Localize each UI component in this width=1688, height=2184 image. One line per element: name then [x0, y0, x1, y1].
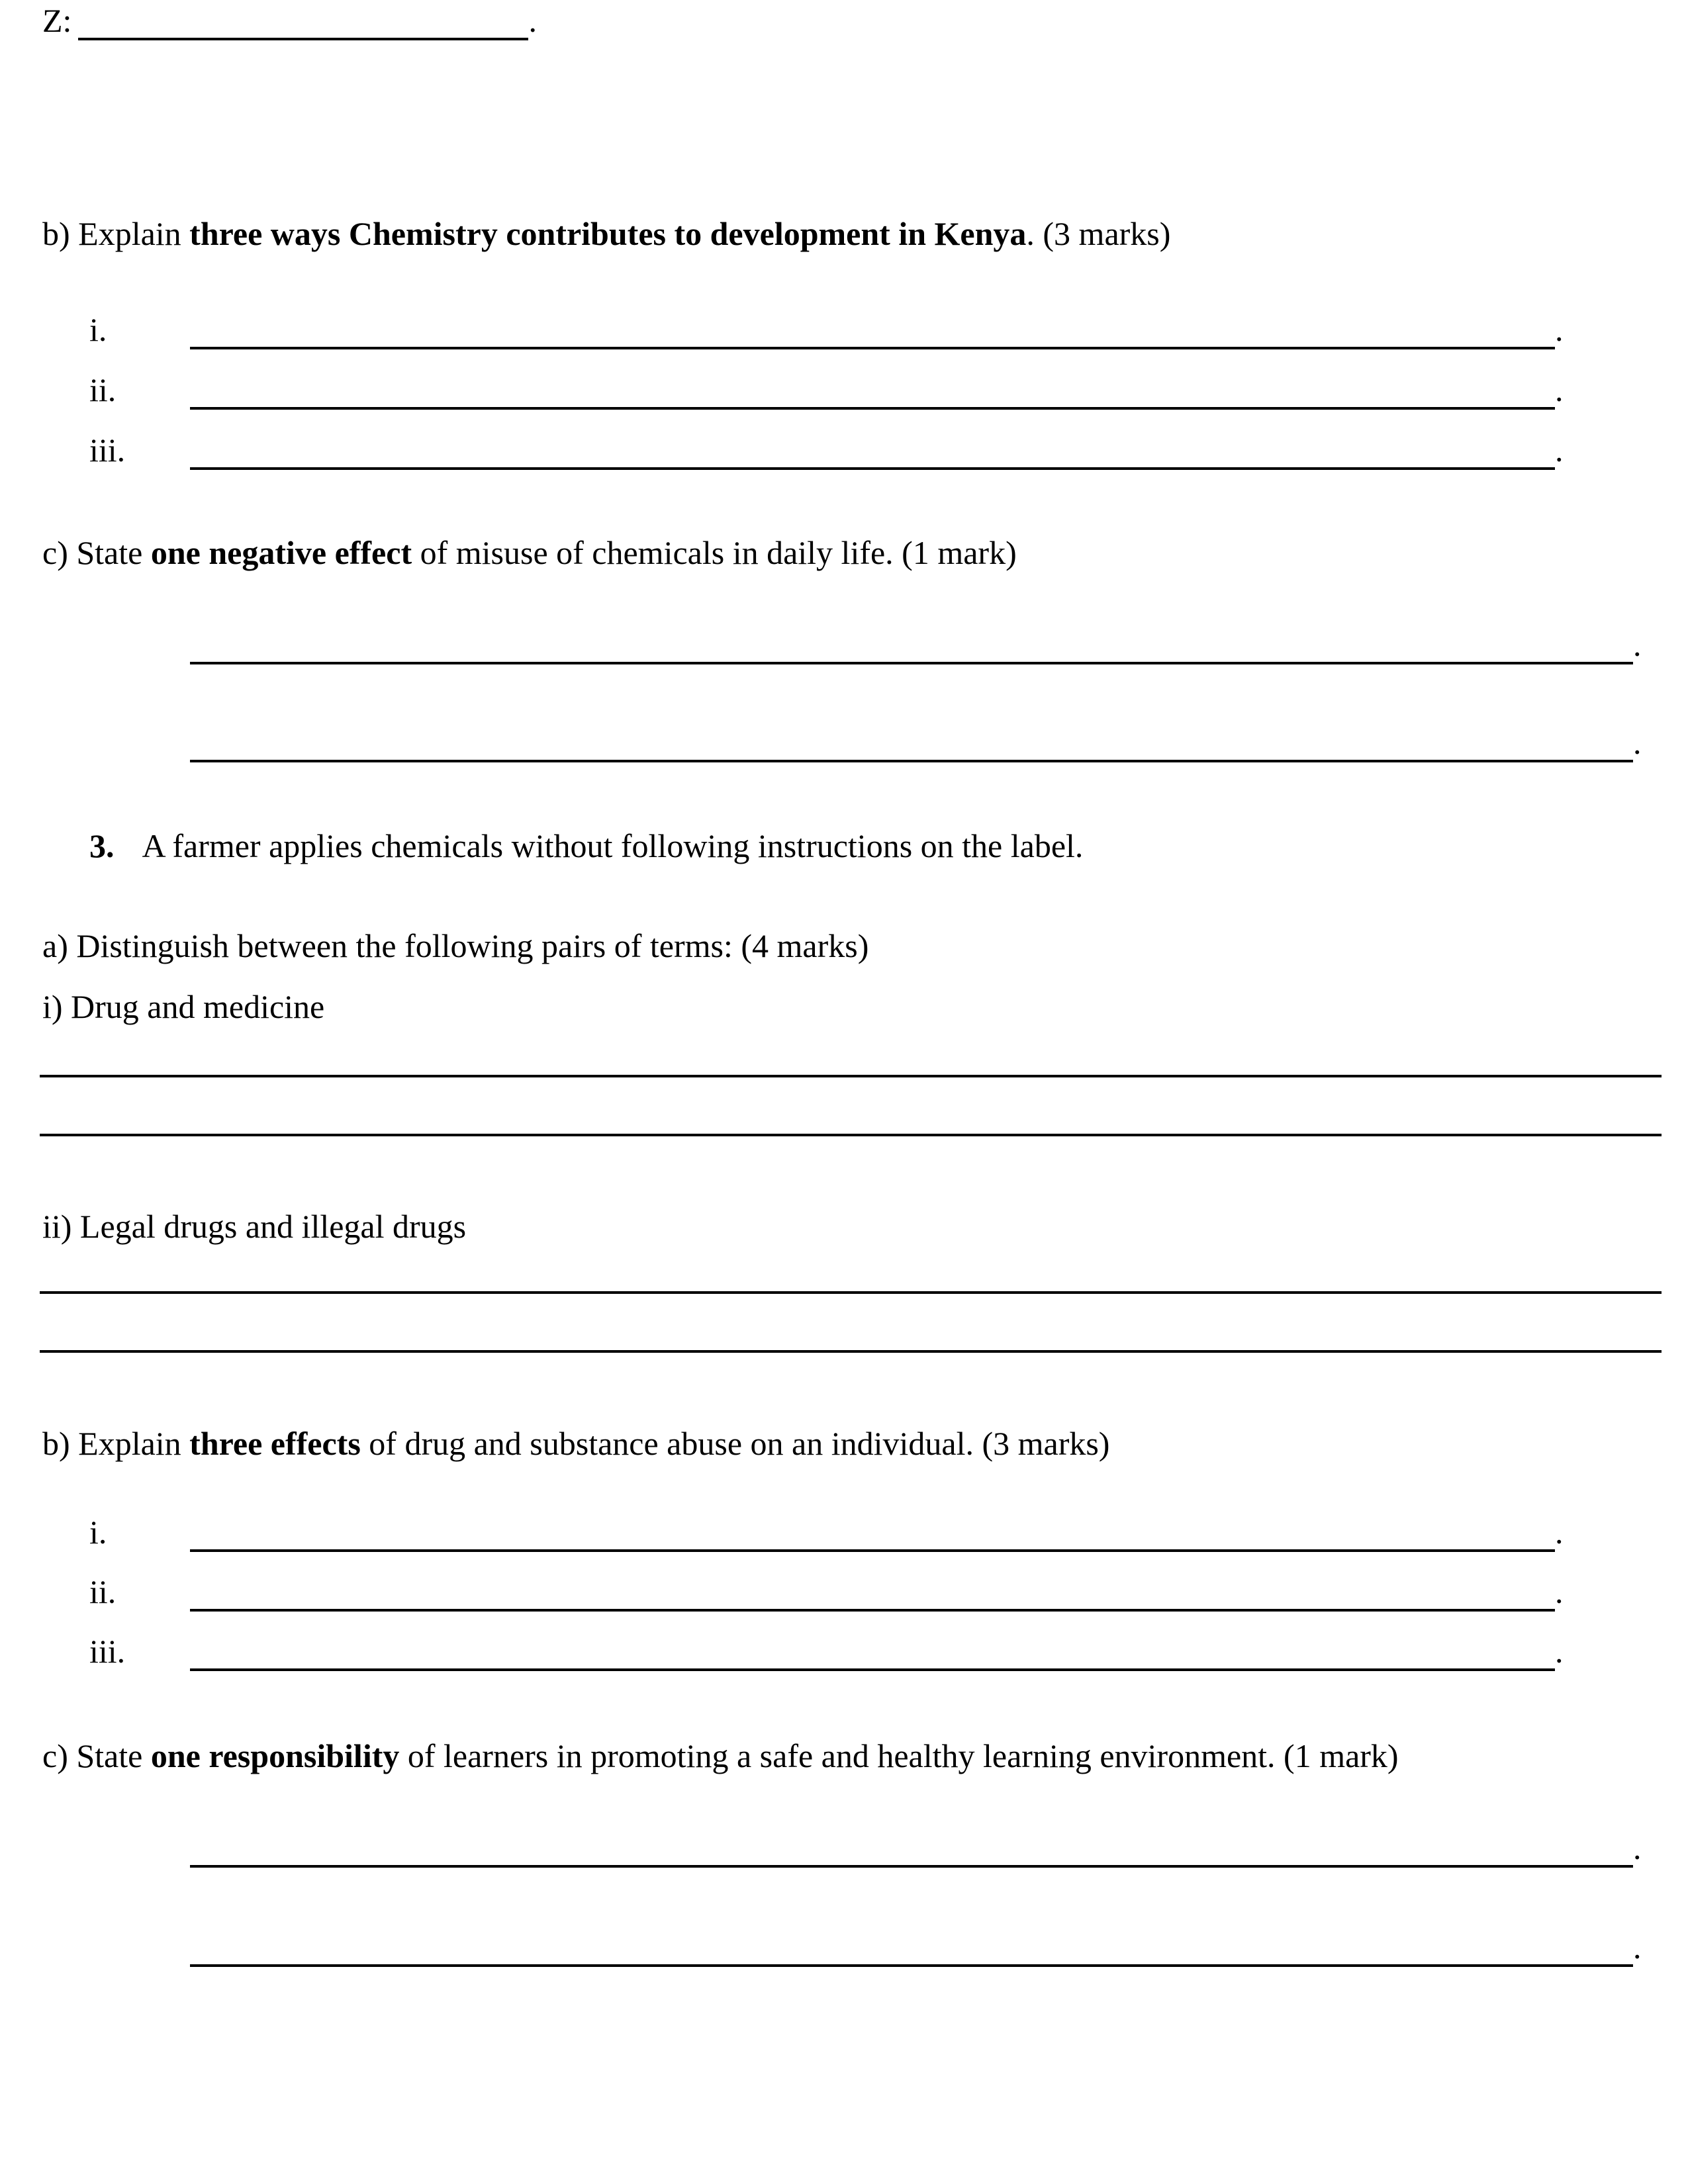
question-3c — [42, 1737, 1399, 1775]
question-3b-suffix: of drug and substance abuse on an individual. (3 marks) — [360, 1425, 1110, 1462]
z-label: Z: — [42, 2, 72, 39]
answer-row-2c-2 — [190, 723, 1642, 762]
line-end-period: . — [1555, 311, 1564, 348]
answer-blank — [190, 1964, 1633, 1967]
answer-blank — [190, 1609, 1555, 1612]
answer-row-3c-2 — [190, 1928, 1642, 1967]
line-end-period: . — [1555, 371, 1564, 408]
answer-row-3b-ii — [89, 1572, 1564, 1612]
roman-numeral: iii. — [89, 1633, 126, 1670]
line-end-period: . — [1633, 1829, 1642, 1866]
question-2c-suffix: of misuse of chemicals in daily life. (1 mark) — [412, 534, 1017, 571]
answer-row-3b-i — [89, 1513, 1564, 1552]
roman-numeral: ii. — [89, 1573, 117, 1610]
answer-line — [40, 1075, 1662, 1077]
answer-blank — [190, 347, 1555, 349]
z-answer-blank — [78, 38, 528, 40]
line-end-period: . — [1555, 432, 1564, 469]
question-2c-prefix: c) State — [42, 534, 151, 571]
question-3b-bold: three effects — [189, 1425, 361, 1462]
roman-numeral: i. — [89, 311, 107, 348]
answer-line — [40, 1350, 1662, 1353]
question-2b-bold: three ways Chemistry contributes to development in Kenya — [189, 215, 1027, 252]
answer-row-3c-1 — [190, 1829, 1642, 1868]
question-3b-prefix: b) Explain — [42, 1425, 190, 1462]
fill-in-z-row — [42, 1, 537, 40]
answer-blank — [190, 467, 1555, 470]
line-end-period: . — [1633, 626, 1642, 663]
line-end-period: . — [1633, 724, 1642, 761]
answer-blank — [190, 1549, 1555, 1552]
question-2b-prefix: b) Explain — [42, 215, 190, 252]
question-3-text: A farmer applies chemicals without following instructions on the label. — [142, 827, 1084, 864]
question-3c-suffix: of learners in promoting a safe and healthy learning environment. (1 mark) — [399, 1737, 1399, 1774]
line-end-period: . — [1633, 1929, 1642, 1966]
answer-line — [40, 1291, 1662, 1294]
answer-row-2c-1 — [190, 625, 1642, 664]
line-end-period: . — [1555, 1633, 1564, 1670]
answer-row-2b-i — [89, 310, 1564, 349]
question-2c-bold: one negative effect — [150, 534, 412, 571]
line-end-period: . — [1555, 1514, 1564, 1551]
question-3c-prefix: c) State — [42, 1737, 151, 1774]
question-3a: a) Distinguish between the following pairs of terms: (4 marks) — [42, 927, 869, 964]
line-end-period: . — [1555, 1573, 1564, 1610]
line-end-period: . — [528, 2, 537, 39]
question-3b — [42, 1424, 1109, 1463]
roman-numeral: ii. — [89, 371, 117, 408]
question-3a-pair2: ii) Legal drugs and illegal drugs — [42, 1208, 467, 1245]
answer-blank — [190, 760, 1633, 762]
answer-blank — [190, 407, 1555, 410]
answer-row-2b-iii — [89, 431, 1564, 470]
answer-blank — [190, 1865, 1633, 1868]
question-2b — [42, 214, 1170, 253]
question-3-number: 3. — [89, 827, 115, 864]
answer-row-3b-iii — [89, 1632, 1564, 1671]
answer-row-2b-ii — [89, 371, 1564, 410]
answer-blank — [190, 662, 1633, 664]
answer-blank — [190, 1668, 1555, 1671]
question-3a-pair1: i) Drug and medicine — [42, 988, 325, 1025]
question-2b-suffix: . (3 marks) — [1026, 215, 1171, 252]
roman-numeral: i. — [89, 1514, 107, 1551]
question-2c — [42, 533, 1017, 572]
question-3-stem — [89, 827, 1083, 865]
answer-line — [40, 1134, 1662, 1136]
roman-numeral: iii. — [89, 432, 126, 469]
question-3c-bold: one responsibility — [150, 1737, 400, 1774]
